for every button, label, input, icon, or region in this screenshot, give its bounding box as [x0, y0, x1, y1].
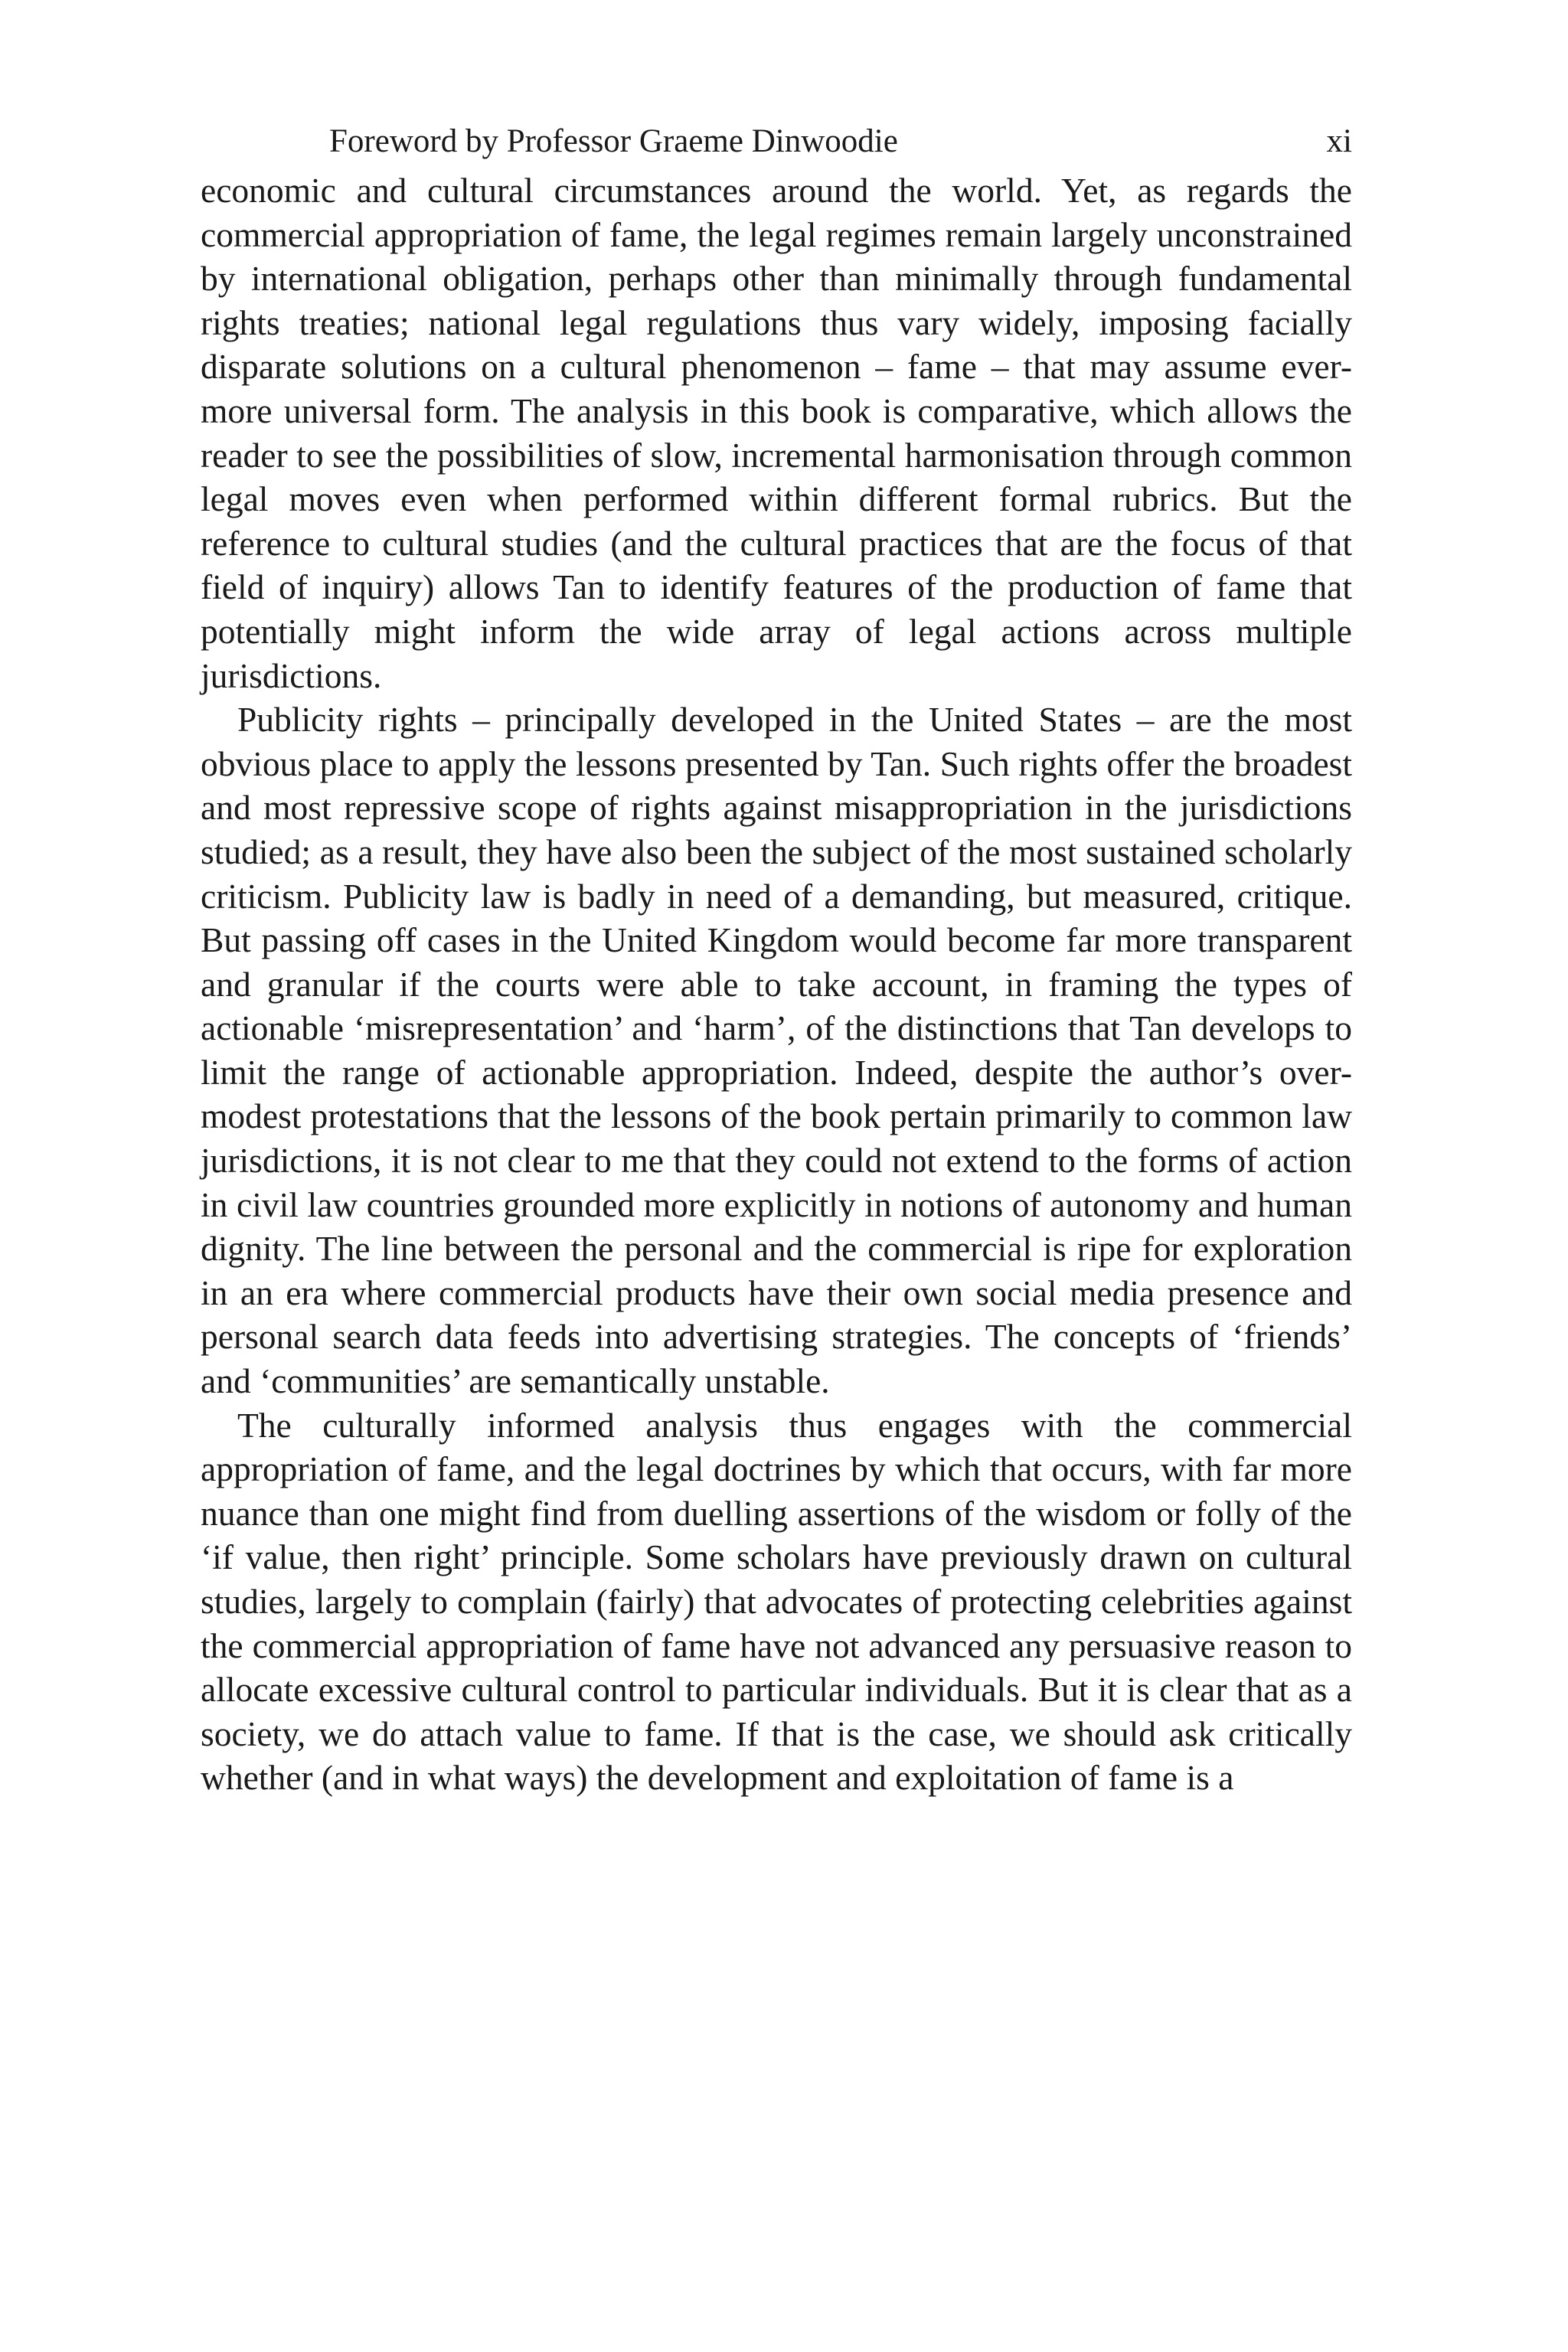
- body-text: [201, 168, 1352, 1800]
- paragraph-publicity-rights: Publicity rights – principally developed in the United States – are the most obvious place to apply the lessons presented by Tan. Such rights offer the broadest and most repressive scope of rights against misappropriation in the jurisdictions studied; as a result, they have also been the subject of the most sustained scholarly criticism. Publicity law is badly in need of a demanding, but measured, critique. But passing off cases in the United Kingdom would become far more transparent and granular if the courts were able to take account, in framing the types of actionable ‘misrepresentation’ and ‘harm’, of the distinctions that Tan develops to limit the range of actionable appropriation. Indeed, despite the author’s over-modest protestations that the lessons of the book pertain primarily to common law jurisdictions, it is not clear to me that they could not extend to the forms of action in civil law countries grounded more explicitly in notions of autonomy and human dignity. The line between the personal and the commercial is ripe for exploration in an era where commercial products have their own social media presence and personal search data feeds into advertising strategies. The concepts of ‘friends’ and ‘communities’ are semantically unstable.: [201, 700, 1352, 1401]
- paragraph-continued: economic and cultural circumstances around the world. Yet, as regards the commercial appropriation of fame, the legal regimes remain largely unconstrained by international obligation, perhaps other than minimally through fundamental rights treaties; national legal regulations thus vary widely, imposing facially disparate solutions on a cultural phenomenon – fame – that may assume ever-more universal form. The analysis in this book is comparative, which allows the reader to see the possibilities of slow, incremental harmonisation through common legal moves even when performed within different formal rubrics. But the reference to cultural studies (and the cultural practices that are the focus of that field of inquiry) allows Tan to identify features of the production of fame that potentially might inform the wide array of legal actions across multiple jurisdictions.: [201, 171, 1352, 695]
- paragraph-culturally-informed-analysis: The culturally informed analysis thus engages with the commercial appropriation of fame, and the legal doctrines by which that occurs, with far more nuance than one might find from duelling assertions of the wisdom or folly of the ‘if value, then right’ principle. Some scholars have previously drawn on cultural studies, largely to complain (fairly) that advocates of protecting celebrities against the commercial appropriation of fame have not advanced any persuasive reason to allocate excessive cultural control to particular individuals. But it is clear that as a society, we do attach value to fame. If that is the case, we should ask critically whether (and in what ways) the development and exploitation of fame is a: [201, 1405, 1352, 1798]
- running-head: [201, 115, 1352, 168]
- page-number: xi: [1326, 123, 1352, 159]
- running-head-title: Foreword by Professor Graeme Dinwoodie: [329, 123, 898, 159]
- document-page: [201, 115, 1352, 1800]
